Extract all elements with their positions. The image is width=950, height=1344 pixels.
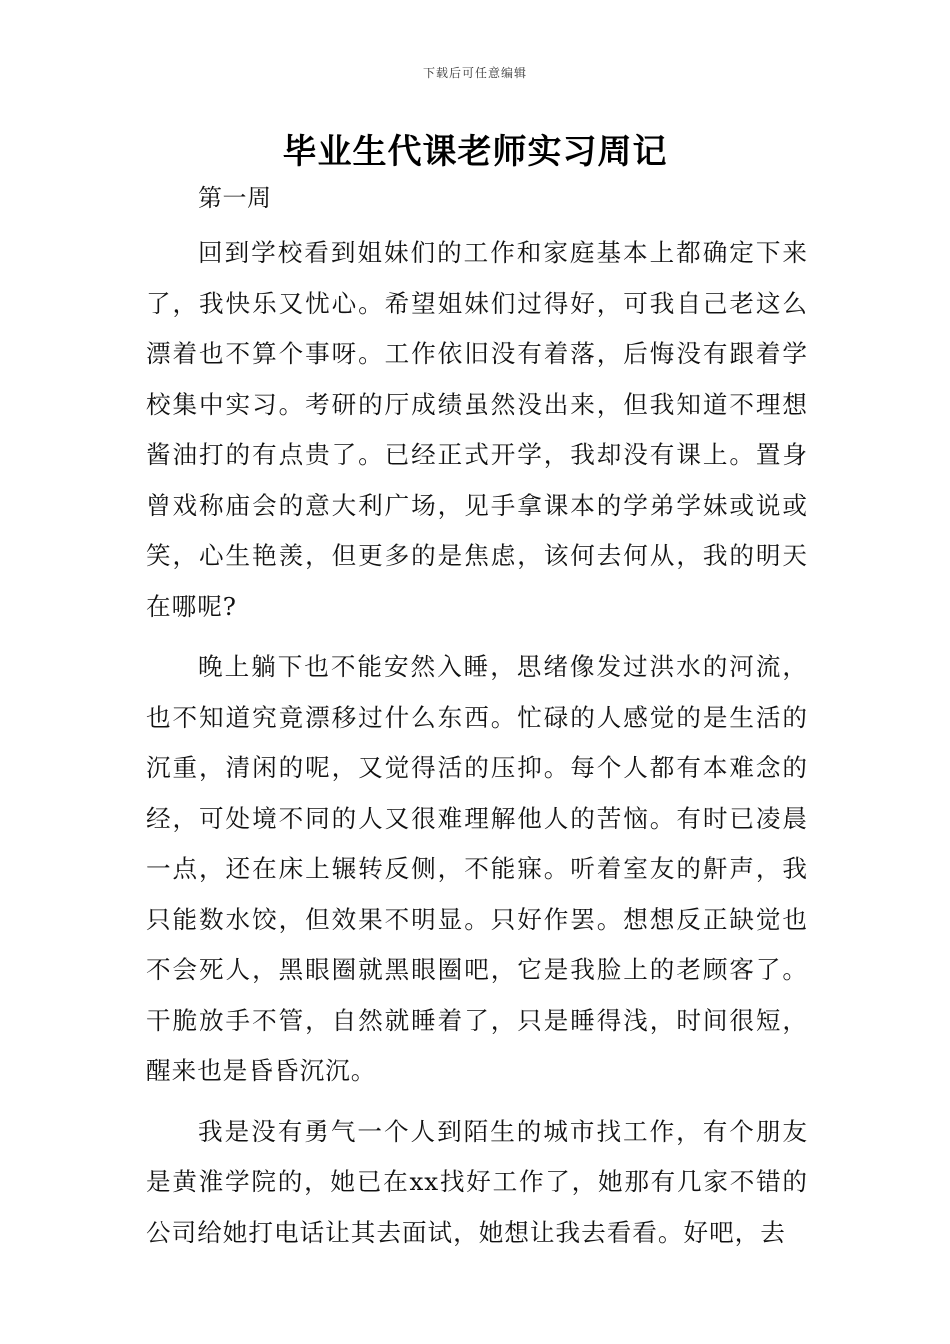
- document-body: [146, 178, 808, 1258]
- paragraph: 晚上躺下也不能安然入睡，思绪像发过洪水的河流，也不知道究竟漂移过什么东西。忙碌的人感觉的是生活的沉重，清闲的呢，又觉得活的压抑。每个人都有本难念的经，可处境不同的人又很难理解他人的苦恼。有时已凌晨一点，还在床上辗转反侧，不能寐。听着室友的鼾声，我只能数水饺，但效果不明显。只好作罢。想想反正缺觉也不会死人，黑眼圈就黑眼圈吧，它是我脸上的老顾客了。干脆放手不管，自然就睡着了，只是睡得浅，时间很短，醒来也是昏昏沉沉。: [146, 652, 808, 1085]
- document-title: 毕业生代课老师实习周记: [282, 132, 668, 172]
- week-label: 第一周: [198, 184, 272, 212]
- paragraph: 回到学校看到姐妹们的工作和家庭基本上都确定下来了，我快乐又忧心。希望姐妹们过得好，可我自己老这么漂着也不算个事呀。工作依旧没有着落，后悔没有跟着学校集中实习。考研的厅成绩虽然没出来，但我知道不理想酱油打的有点贵了。已经正式开学，我却没有课上。置身曾戏称庙会的意大利广场，见手拿课本的学弟学妹或说或笑，心生艳羡，但更多的是焦虑，该何去何从，我的明天在哪呢?: [146, 238, 808, 621]
- header-note: 下载后可任意编辑: [422, 66, 527, 80]
- paragraph: 我是没有勇气一个人到陌生的城市找工作，有个朋友是黄淮学院的，她已在xx找好工作了，她那有几家不错的公司给她打电话让其去面试，她想让我去看看。好吧，去: [146, 1116, 808, 1247]
